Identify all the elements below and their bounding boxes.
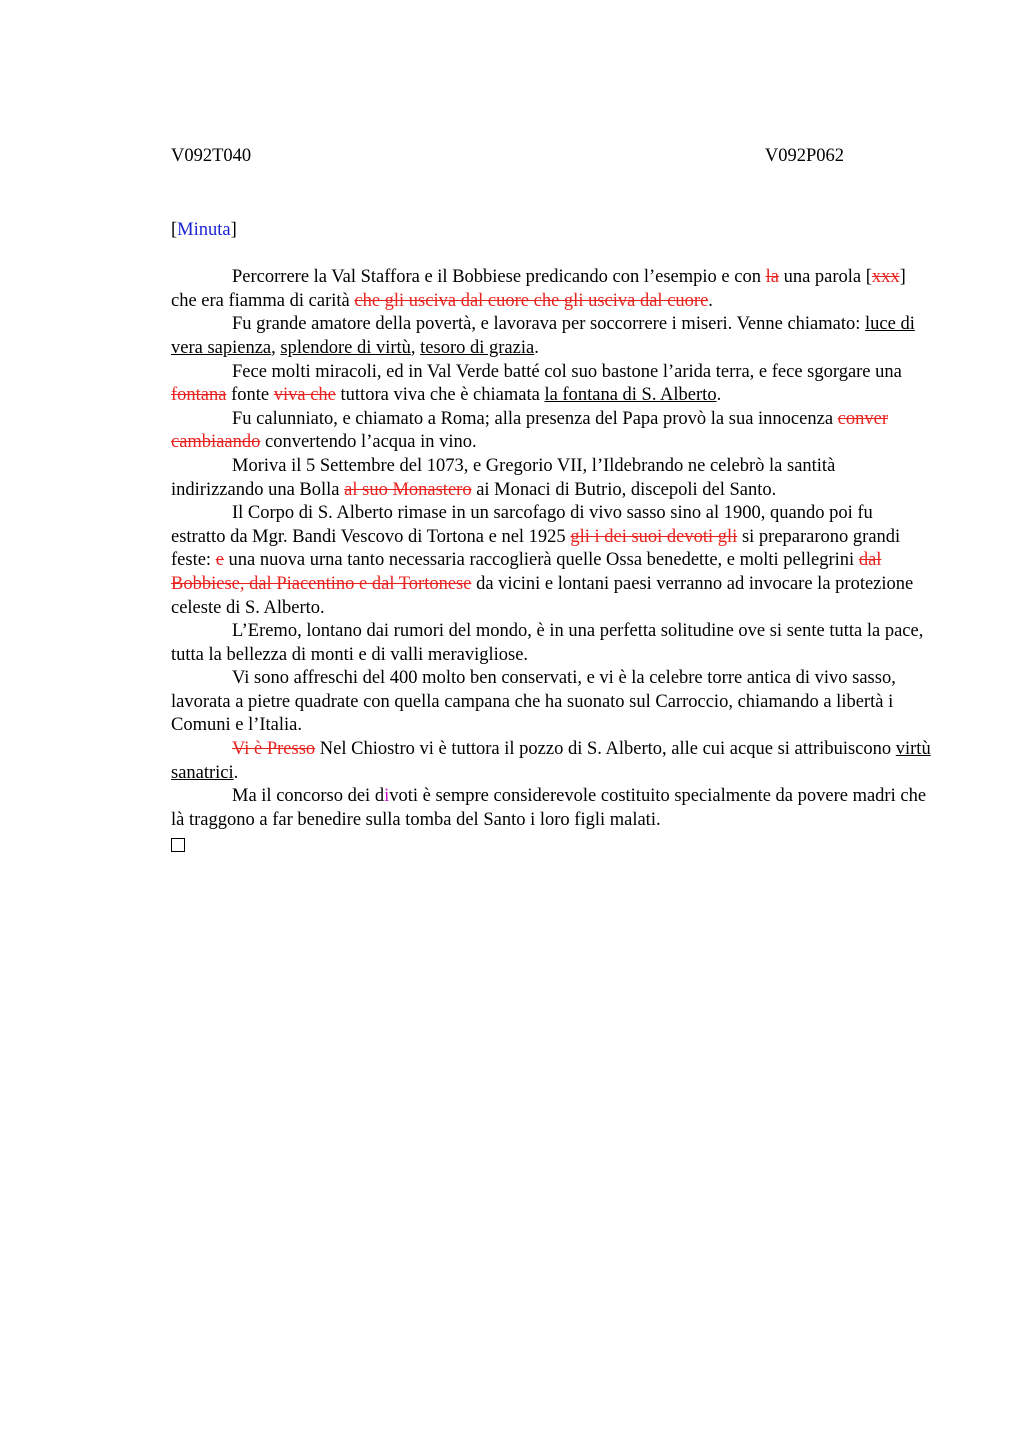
- paragraph: [171, 785, 931, 832]
- document-code-left: V092T040: [171, 146, 252, 166]
- text-segment: Percorrere la Val Staffora e il Bobbiese predicando con l’esempio e con: [232, 267, 766, 288]
- paragraph: [171, 408, 931, 455]
- text-segment: Moriva il 5 Settembre del 1073, e Gregorio VII, l’Ildebrando ne celebrò la santità indirizzando una Bolla: [171, 455, 836, 500]
- document-body: [171, 145, 931, 860]
- document-code-right: V092P062: [764, 146, 844, 166]
- text-segment: L’Eremo, lontano dai rumori del mondo, è in una perfetta solitudine ove si sente tutta la pace, tutta la bellezza di monti e di valli meravigliose.: [171, 621, 924, 665]
- draft-label-close-bracket: ]: [230, 219, 237, 240]
- text-segment: convertendo l’acqua in vino.: [260, 432, 477, 453]
- text-segment: Vi sono affreschi del 400 molto ben conservati, e vi è la celebre torre antica di vivo sasso, lavorata a pietre quadrate con quella campana che ha suonato sul Carroccio, chiamando a libertà i Comuni e l’Italia.: [171, 668, 896, 736]
- text-segment: ] che era fiamma di carità: [171, 267, 906, 311]
- draft-label: [171, 219, 931, 243]
- text-segment: si prepararono grandi feste:: [171, 526, 901, 571]
- paragraph: [171, 502, 931, 620]
- paragraph: [171, 266, 931, 313]
- deleted-text: che gli usciva dal cuore che gli usciva dal cuore: [354, 290, 709, 311]
- underlined-text: splendore di virtù: [280, 337, 411, 358]
- text-segment: da vicini e lontani paesi verranno ad invocare la protezione celeste di S. Alberto.: [171, 573, 914, 618]
- paragraph: [171, 620, 931, 667]
- deleted-text: dal Bobbiese, dal Piacentino e dal Tortonese: [171, 550, 882, 594]
- text-segment: .: [716, 385, 722, 406]
- deleted-text: al suo Monastero: [344, 479, 472, 500]
- draft-label-text: Minuta: [177, 219, 231, 240]
- text-segment: una nuova urna tanto necessaria raccoglierà quelle Ossa benedette, e molti pellegrini: [223, 550, 859, 571]
- underlined-text: luce di vera sapienza: [171, 314, 915, 358]
- text-segment: Fece molti miracoli, ed in Val Verde batté col suo bastone l’arida terra, e fece sgorgare una: [232, 361, 902, 382]
- corrected-letter: i: [384, 786, 390, 807]
- text-segment: una parola [: [778, 267, 872, 288]
- underlined-text: tesoro di grazia: [420, 337, 535, 358]
- paragraph: [171, 455, 931, 502]
- text-segment: .: [233, 762, 239, 783]
- deleted-text: Vi è Presso: [232, 739, 316, 760]
- deleted-text: fontana: [171, 385, 227, 406]
- paragraph: [171, 667, 931, 738]
- underlined-text: virtù sanatrici: [171, 739, 931, 783]
- text-segment: .: [708, 290, 713, 311]
- text-segment: .: [534, 337, 539, 358]
- text-segment: Il Corpo di S. Alberto rimase in un sarcofago di vivo sasso sino al 1900, quando poi fu estratto da Mgr. Bandi Vescovo di Tortona e nel 1925: [171, 503, 873, 547]
- deleted-text: gli i dei suoi devoti gli: [570, 526, 738, 547]
- text-segment: Nel Chiostro vi è tuttora il pozzo di S. Alberto, alle cui acque si attribuiscono: [315, 739, 896, 760]
- document-header: [171, 145, 844, 169]
- text-segment: ai Monaci di Butrio, discepoli del Santo.: [471, 479, 777, 500]
- underlined-text: la fontana di S. Alberto: [544, 385, 717, 406]
- end-square-icon: [171, 838, 185, 852]
- paragraph: [171, 738, 931, 785]
- text-segment: Fu grande amatore della povertà, e lavorava per soccorrere i miseri. Venne chiamato:: [232, 314, 866, 335]
- deleted-text: e: [215, 550, 224, 571]
- text-segment: Ma il concorso dei d: [232, 786, 385, 807]
- text-segment: Fu calunniato, e chiamato a Roma; alla presenza del Papa provò la sua innocenza: [232, 408, 838, 429]
- end-marker: [171, 832, 931, 860]
- draft-label-open-bracket: [: [171, 219, 178, 240]
- deleted-text: xxx: [871, 267, 900, 288]
- text-segment: ,: [410, 337, 421, 358]
- paragraph: [171, 313, 931, 360]
- deleted-text: viva che: [273, 385, 336, 406]
- paragraph: [171, 361, 931, 408]
- deleted-text: conver cambiaando: [171, 408, 888, 453]
- transcription-text: [171, 266, 931, 832]
- text-segment: tuttora viva che è chiamata: [335, 385, 545, 406]
- text-segment: fonte: [226, 385, 274, 406]
- deleted-text: la: [765, 267, 779, 288]
- text-segment: voti è sempre considerevole costituito specialmente da povere madri che là traggono a far benedire sulla tomba del Santo i loro figli malati.: [171, 786, 927, 830]
- text-segment: ,: [271, 337, 281, 358]
